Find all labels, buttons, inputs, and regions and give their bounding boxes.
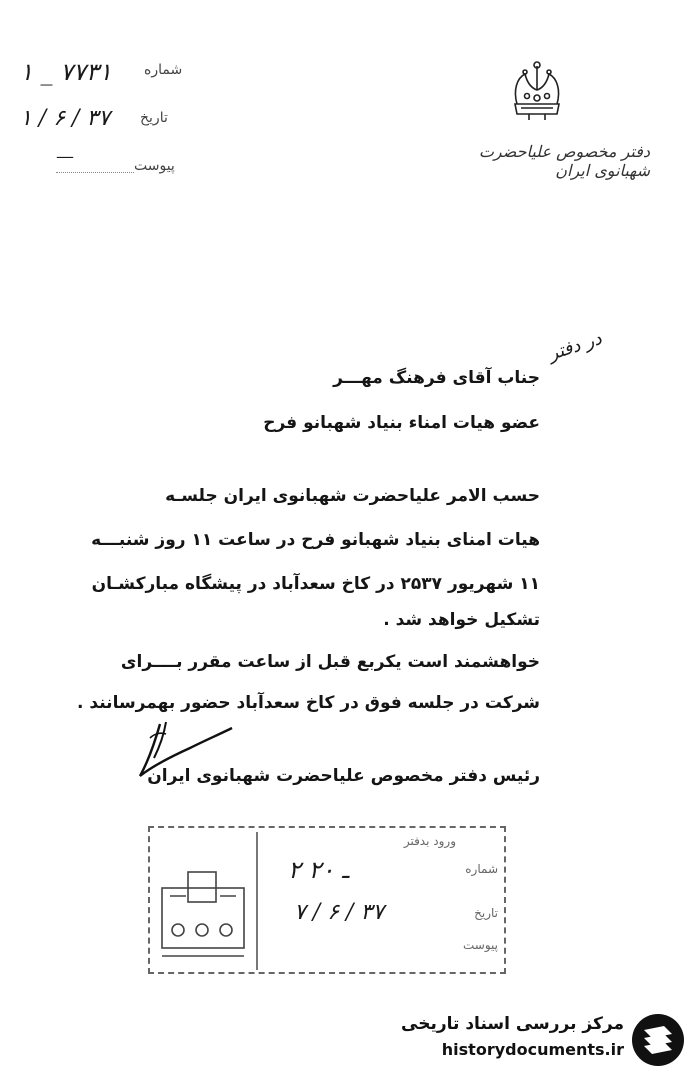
archive-logo-icon	[630, 1012, 686, 1068]
stamp-fields	[256, 832, 506, 970]
crown-emblem-icon	[507, 60, 567, 122]
footer-brand	[400, 1008, 690, 1068]
stamp-heading: ورود بدفتر	[403, 834, 456, 848]
paragraph2-line1: خواهشمند است یکربع قبل از ساعت مقرر بــــرای	[120, 652, 540, 672]
salutation: جناب آقای فرهنگ مهـــر	[333, 368, 540, 388]
number-value: ۱ _ ۷۷۳۱	[20, 58, 112, 86]
handwritten-note: در دفتر	[546, 328, 605, 365]
paragraph1-line3: ۱۱ شهریور ۲۵۳۷ در کاخ سعدآباد در پیشگاه مبارکشـان	[91, 574, 540, 594]
stamp-emblem-icon	[158, 868, 248, 964]
attachment-value: —	[56, 146, 74, 167]
number-label: شماره	[144, 62, 183, 78]
paragraph1-line2: هیات امنای بنیاد شهبانو فرح در ساعت ۱۱ روز شنبـــه	[91, 530, 540, 550]
footer-brand-url: historydocuments.ir	[441, 1040, 624, 1059]
date-label: تاریخ	[140, 110, 168, 126]
header-fields	[0, 0, 200, 180]
paragraph1-line4: تشکیل خواهد شد .	[383, 610, 540, 630]
stamp-attachment-label: پیوست	[463, 938, 498, 952]
received-stamp	[148, 826, 506, 974]
letterhead	[420, 60, 650, 180]
attachment-dots	[56, 172, 134, 173]
date-value: ۱ / ۶ / ۳۷	[20, 106, 111, 131]
signature-role: رئیس دفتر مخصوص علیاحضرت شهبانوی ایران	[147, 766, 540, 786]
stamp-date-label: تاریخ	[474, 906, 498, 920]
office-name: دفتر مخصوص علیاحضرت شهبانوی ایران	[478, 142, 650, 180]
stamp-number-value: ۲ ـ ۲۰	[288, 856, 349, 884]
stamp-date-value: ۷ / ۶ / ۳۷	[294, 900, 385, 925]
footer-brand-title: مرکز بررسی اسناد تاریخی	[401, 1014, 624, 1034]
recipient-title: عضو هیات امناء بنیاد شهبانو فرح	[263, 413, 540, 433]
stamp-number-label: شماره	[465, 862, 498, 876]
paragraph2-line2: شرکت در جلسه فوق در کاخ سعدآباد حضور بهمرسانند .	[77, 693, 540, 713]
attachment-label: پیوست	[134, 158, 175, 174]
paragraph1-line1: حسب الامر علیاحضرت شهبانوی ایران جلسـه	[165, 486, 540, 506]
